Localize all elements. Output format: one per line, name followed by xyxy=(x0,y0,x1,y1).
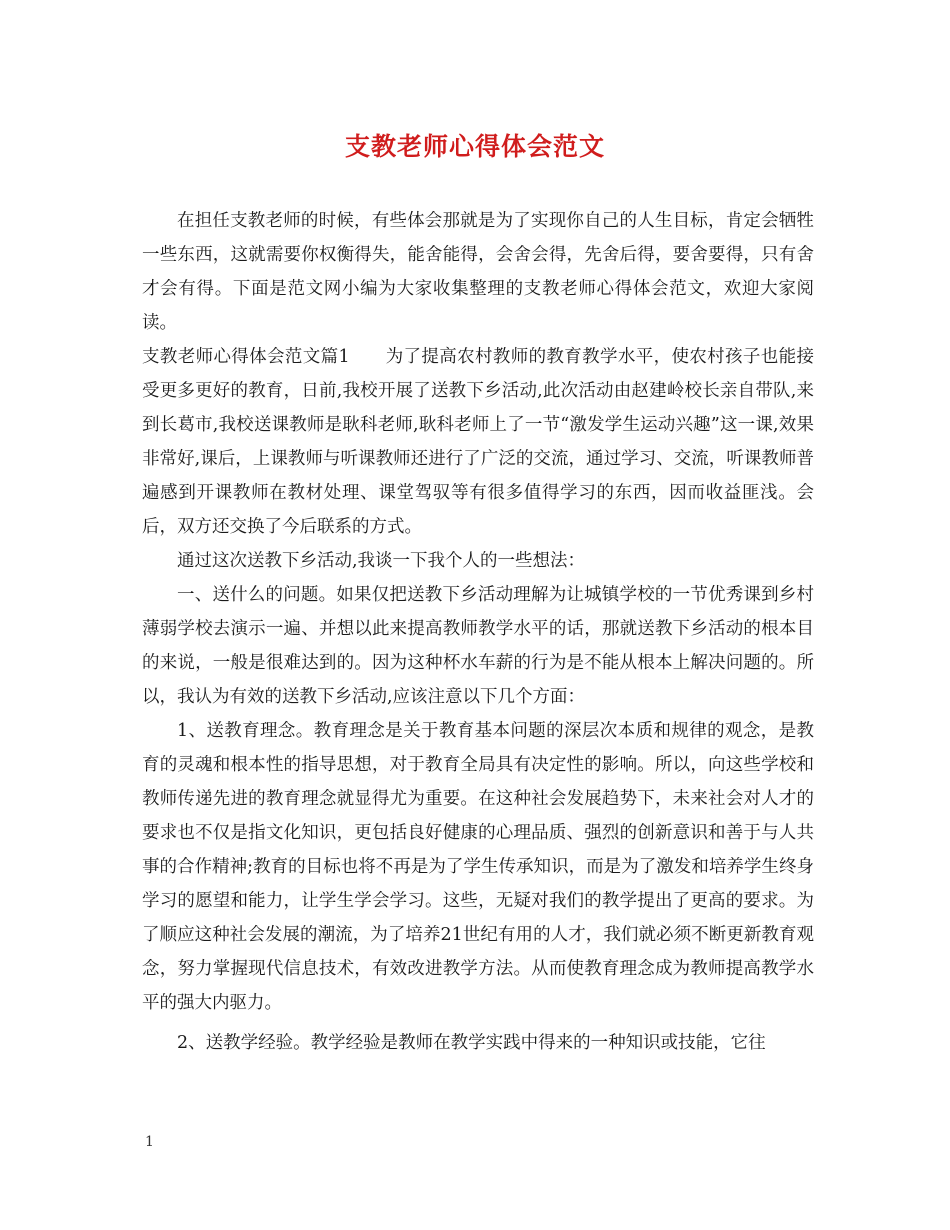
paragraph-thoughts: 通过这次送教下乡活动,我谈一下我个人的一些想法： xyxy=(177,551,586,571)
document-body xyxy=(142,204,814,1060)
paragraph-section-1: 一、送什么的问题。如果仅把送教下乡活动理解为让城镇学校的一节优秀课到乡村薄弱学校去演示一遍、并想以此来提高教师教学水平的话，那就送教下乡活动的根本目的来说，一般是很难达到的。因为这种杯水车薪的行为是不能从根本上解决问题的。所以，我认为有效的送教下乡活动,应该注意以下几个方面： xyxy=(142,585,814,707)
document-title: 支教老师心得体会范文 xyxy=(344,132,605,161)
paragraph-intro: 在担任支教老师的时候，有些体会那就是为了实现你自己的人生目标，肯定会牺牲一些东西，这就需要你权衡得失，能舍能得，会舍会得，先舍后得，要舍要得，只有舍才会有得。下面是范文网小编为大家收集整理的支教老师心得体会范文，欢迎大家阅读。 xyxy=(142,211,814,333)
paragraph-article-1: 支教老师心得体会范文篇1 为了提高农村教师的教育教学水平，使农村孩子也能接受更多更好的教育，日前,我校开展了送教下乡活动,此次活动由赵建岭校长亲自带队,来到长葛市,我校送课教师是耿科老师,耿科老师上了一节“激发学生运动兴趣”这一课,效果非常好,课后，上课教师与听课教师还进行了广泛的交流，通过学习、交流，听课教师普遍感到开课教师在教材处理、课堂驾驭等有很多值得学习的东西，因而收益匪浅。会后，双方还交换了今后联系的方式。 xyxy=(142,347,814,537)
paragraph-point-1: 1、送教育理念。教育理念是关于教育基本问题的深层次本质和规律的观念，是教育的灵魂和根本性的指导思想，对于教育全局具有决定性的影响。所以，向这些学校和教师传递先进的教育理念就显得尤为重要。在这种社会发展趋势下，未来社会对人才的要求也不仅是指文化知识，更包括良好健康的心理品质、强烈的创新意识和善于与人共事的合作精神;教育的目标也将不再是为了学生传承知识，而是为了激发和培养学生终身学习的愿望和能力，让学生学会学习。这些，无疑对我们的教学提出了更高的要求。为了顺应这种社会发展的潮流，为了培养21世纪有用的人才，我们就必须不断更新教育观念，努力掌握现代信息技术，有效改进教学方法。从而使教育理念成为教师提高教学水平的强大内驱力。 xyxy=(142,721,814,1013)
page-number: 1 xyxy=(145,1134,154,1150)
paragraph-point-2: 2、送教学经验。教学经验是教师在教学实践中得来的一种知识或技能，它往 xyxy=(177,1033,766,1053)
